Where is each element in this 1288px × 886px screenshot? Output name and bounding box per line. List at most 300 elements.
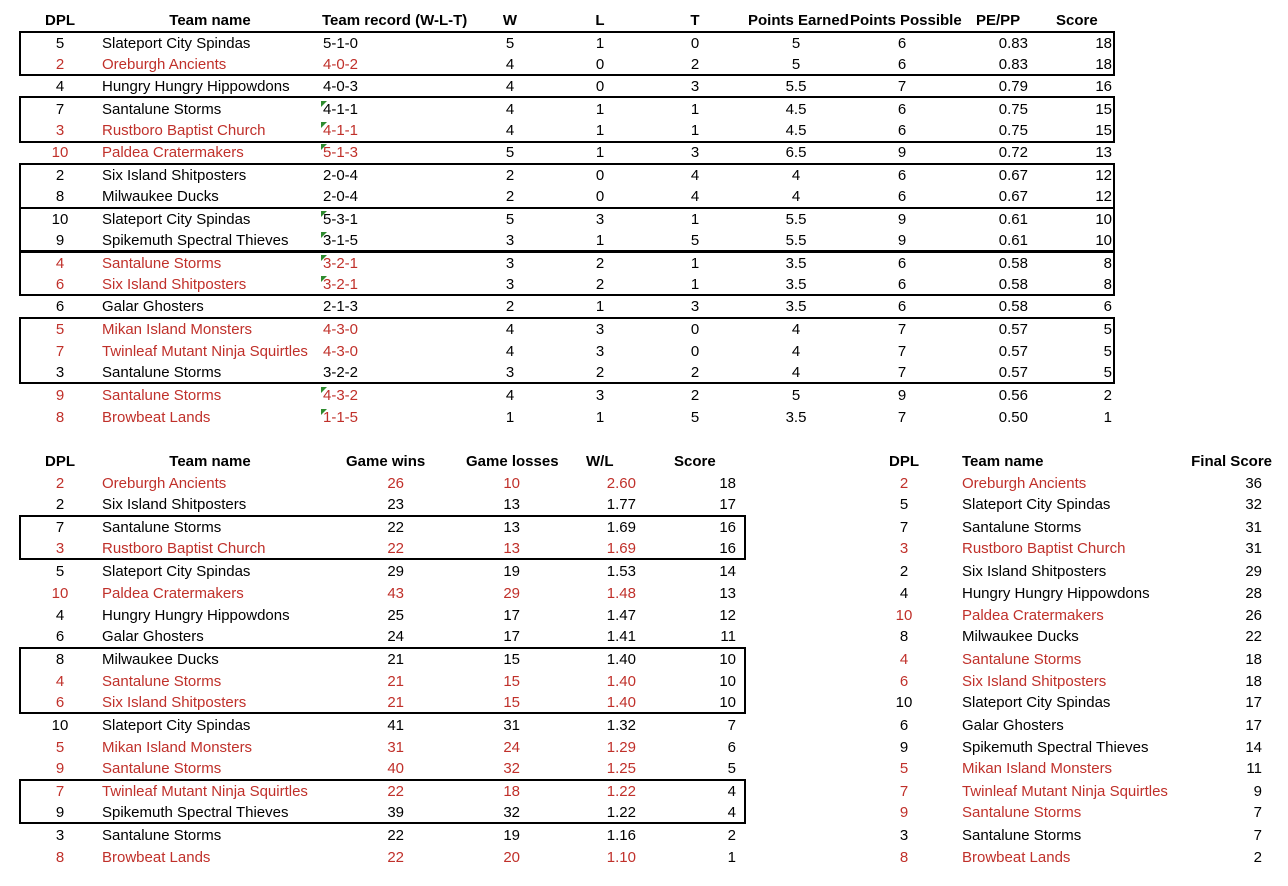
games-cell-team: Santalune Storms <box>102 760 222 777</box>
final-row <box>0 715 1288 737</box>
record-cell-l: 3 <box>595 321 605 338</box>
record-cell-l: 1 <box>595 122 605 139</box>
games-cell-dpl: 9 <box>55 760 65 777</box>
record-cell-dpl: 3 <box>55 364 65 381</box>
record-cell-team: Mikan Island Monsters <box>102 321 253 338</box>
record-header-pe-pp: PE/PP <box>976 12 1021 29</box>
record-cell-dpl: 6 <box>55 276 65 293</box>
final-row <box>0 649 1288 671</box>
record-header-dpl: DPL <box>45 12 75 29</box>
record-cell-points-possible: 9 <box>897 211 907 228</box>
record-cell-t: 2 <box>690 56 700 73</box>
record-cell-points-possible: 9 <box>897 232 907 249</box>
final-row <box>0 671 1288 693</box>
record-cell-t: 0 <box>690 35 700 52</box>
record-cell-points-possible: 6 <box>897 101 907 118</box>
games-cell-team: Rustboro Baptist Church <box>102 540 266 557</box>
record-cell-l: 3 <box>595 343 605 360</box>
games-cell-game-wins: 25 <box>387 607 404 624</box>
games-cell-game-wins: 21 <box>387 673 404 690</box>
final-cell-dpl: 7 <box>899 783 909 800</box>
record-cell-points-possible: 6 <box>897 255 907 272</box>
games-cell-score: 18 <box>719 475 736 492</box>
final-cell-final-score: 28 <box>1245 585 1262 602</box>
record-cell-points-earned: 4.5 <box>785 122 807 139</box>
games-cell-dpl: 3 <box>55 827 65 844</box>
record-cell-w: 5 <box>505 211 515 228</box>
record-cell-pe-pp: 0.57 <box>998 364 1028 381</box>
record-cell-team: Twinleaf Mutant Ninja Squirtles <box>102 343 308 360</box>
record-cell-score: 12 <box>1095 188 1112 205</box>
record-cell-t: 5 <box>690 409 700 426</box>
record-cell-points-earned: 3.5 <box>785 255 807 272</box>
record-cell-record: 4-1-1 <box>323 101 359 118</box>
record-cell-w: 2 <box>505 298 515 315</box>
games-cell-game-losses: 29 <box>503 585 520 602</box>
record-cell-team: Santalune Storms <box>102 364 222 381</box>
games-cell-game-losses: 32 <box>503 760 520 777</box>
record-cell-score: 8 <box>1103 255 1112 272</box>
record-cell-score: 5 <box>1103 364 1112 381</box>
games-cell-team: Oreburgh Ancients <box>102 475 227 492</box>
record-cell-dpl: 8 <box>55 188 65 205</box>
final-cell-final-score: 31 <box>1245 519 1262 536</box>
record-cell-points-earned: 5 <box>791 35 801 52</box>
games-cell-game-losses: 17 <box>503 607 520 624</box>
record-cell-pe-pp: 0.57 <box>998 343 1028 360</box>
games-cell-score: 11 <box>720 628 736 645</box>
games-cell-game-losses: 13 <box>503 540 520 557</box>
games-header-game-losses: Game losses <box>466 453 559 470</box>
record-cell-score: 18 <box>1095 56 1112 73</box>
record-cell-record: 2-1-3 <box>323 298 359 315</box>
tie-group-box <box>19 317 1115 384</box>
comment-marker-icon[interactable] <box>321 409 327 415</box>
final-header-final-score: Final Score <box>1191 453 1272 470</box>
final-cell-team: Rustboro Baptist Church <box>962 540 1126 557</box>
games-cell-dpl: 4 <box>55 673 65 690</box>
final-row <box>0 802 1288 824</box>
final-cell-final-score: 26 <box>1245 607 1262 624</box>
record-cell-score: 8 <box>1103 276 1112 293</box>
record-cell-t: 2 <box>690 364 700 381</box>
games-cell-win-loss: 1.40 <box>606 673 636 690</box>
record-cell-score: 18 <box>1095 35 1112 52</box>
games-cell-game-losses: 19 <box>503 563 520 580</box>
record-cell-w: 3 <box>505 364 515 381</box>
games-cell-team: Galar Ghosters <box>102 628 204 645</box>
final-row <box>0 583 1288 605</box>
record-cell-w: 4 <box>505 321 515 338</box>
games-cell-win-loss: 1.32 <box>606 717 636 734</box>
record-cell-score: 5 <box>1103 343 1112 360</box>
record-cell-points-earned: 4 <box>791 364 801 381</box>
final-cell-team: Milwaukee Ducks <box>962 628 1079 645</box>
record-cell-points-earned: 4 <box>791 321 801 338</box>
record-cell-points-earned: 5 <box>791 56 801 73</box>
final-cell-final-score: 9 <box>1253 783 1262 800</box>
final-cell-dpl: 5 <box>899 760 909 777</box>
record-cell-team: Santalune Storms <box>102 255 222 272</box>
record-header-team: Team name <box>169 12 251 29</box>
final-cell-dpl: 3 <box>899 827 909 844</box>
final-cell-team: Spikemuth Spectral Thieves <box>962 739 1149 756</box>
final-cell-team: Santalune Storms <box>962 651 1082 668</box>
games-cell-dpl: 5 <box>55 739 65 756</box>
games-cell-dpl: 8 <box>55 651 65 668</box>
games-cell-win-loss: 1.22 <box>606 804 636 821</box>
record-cell-points-possible: 7 <box>897 364 907 381</box>
record-cell-record: 4-3-2 <box>323 387 359 404</box>
record-cell-record: 5-3-1 <box>323 211 359 228</box>
final-cell-final-score: 18 <box>1245 673 1262 690</box>
final-cell-final-score: 14 <box>1245 739 1262 756</box>
games-cell-score: 13 <box>719 585 736 602</box>
games-cell-dpl: 4 <box>55 607 65 624</box>
games-cell-team: Six Island Shitposters <box>102 496 247 513</box>
games-cell-game-losses: 15 <box>503 694 520 711</box>
record-cell-pe-pp: 0.83 <box>998 35 1028 52</box>
games-cell-score: 16 <box>719 540 736 557</box>
games-cell-win-loss: 1.16 <box>606 827 636 844</box>
record-cell-w: 4 <box>505 387 515 404</box>
final-cell-team: Slateport City Spindas <box>962 496 1111 513</box>
record-cell-team: Six Island Shitposters <box>102 167 247 184</box>
record-header-score: Score <box>1056 12 1098 29</box>
final-cell-team: Hungry Hungry Hippowdons <box>962 585 1150 602</box>
games-cell-score: 7 <box>727 717 736 734</box>
record-cell-dpl: 6 <box>55 298 65 315</box>
record-cell-w: 4 <box>505 56 515 73</box>
record-cell-pe-pp: 0.58 <box>998 276 1028 293</box>
record-cell-l: 0 <box>595 167 605 184</box>
final-row <box>0 692 1288 714</box>
games-cell-team: Santalune Storms <box>102 673 222 690</box>
record-cell-record: 5-1-3 <box>323 144 359 161</box>
games-cell-score: 14 <box>719 563 736 580</box>
record-cell-dpl: 10 <box>51 211 69 228</box>
record-cell-pe-pp: 0.56 <box>998 387 1028 404</box>
record-header-row <box>0 10 1288 32</box>
games-cell-dpl: 8 <box>55 849 65 866</box>
record-cell-points-possible: 6 <box>897 298 907 315</box>
record-cell-l: 1 <box>595 409 605 426</box>
record-cell-t: 1 <box>690 211 700 228</box>
record-cell-score: 15 <box>1095 122 1112 139</box>
record-cell-t: 3 <box>690 298 700 315</box>
games-cell-dpl: 7 <box>55 783 65 800</box>
final-cell-team: Paldea Cratermakers <box>962 607 1104 624</box>
record-cell-points-earned: 3.5 <box>785 276 807 293</box>
games-cell-team: Browbeat Lands <box>102 849 211 866</box>
record-cell-pe-pp: 0.57 <box>998 321 1028 338</box>
final-cell-team: Twinleaf Mutant Ninja Squirtles <box>962 783 1168 800</box>
record-cell-pe-pp: 0.75 <box>998 101 1028 118</box>
games-cell-score: 16 <box>719 519 736 536</box>
tie-group-box <box>19 31 1115 76</box>
record-cell-record: 3-2-1 <box>323 255 359 272</box>
comment-marker-icon[interactable] <box>321 387 327 393</box>
final-cell-team: Galar Ghosters <box>962 717 1064 734</box>
record-cell-points-earned: 5.5 <box>785 232 807 249</box>
record-cell-points-possible: 6 <box>897 276 907 293</box>
final-row <box>0 473 1288 495</box>
final-cell-team: Six Island Shitposters <box>962 563 1107 580</box>
record-cell-team: Browbeat Lands <box>102 409 211 426</box>
final-cell-final-score: 17 <box>1245 694 1262 711</box>
tie-group-box <box>19 96 1115 143</box>
record-cell-w: 4 <box>505 78 515 95</box>
record-cell-t: 1 <box>690 122 700 139</box>
record-header-points-possible: Points Possible <box>850 12 962 29</box>
final-header-dpl: DPL <box>889 453 919 470</box>
record-cell-points-earned: 3.5 <box>785 409 807 426</box>
final-cell-dpl: 7 <box>899 519 909 536</box>
record-cell-dpl: 9 <box>55 387 65 404</box>
record-cell-points-earned: 3.5 <box>785 298 807 315</box>
record-cell-l: 1 <box>595 232 605 249</box>
record-cell-dpl: 7 <box>55 101 65 118</box>
final-cell-final-score: 31 <box>1245 540 1262 557</box>
record-cell-record: 4-0-2 <box>323 56 359 73</box>
record-cell-l: 1 <box>595 144 605 161</box>
games-header-dpl: DPL <box>45 453 75 470</box>
record-cell-team: Slateport City Spindas <box>102 211 251 228</box>
record-row <box>0 407 1288 429</box>
record-cell-points-possible: 7 <box>897 78 907 95</box>
record-cell-team: Paldea Cratermakers <box>102 144 244 161</box>
record-cell-w: 3 <box>505 255 515 272</box>
record-cell-t: 0 <box>690 321 700 338</box>
record-cell-dpl: 5 <box>55 321 65 338</box>
record-cell-record: 5-1-0 <box>323 35 359 52</box>
record-cell-score: 6 <box>1103 298 1112 315</box>
games-cell-game-wins: 22 <box>387 783 404 800</box>
record-cell-t: 1 <box>690 101 700 118</box>
games-cell-win-loss: 1.53 <box>606 563 636 580</box>
record-header-record: Team record (W-L-T) <box>322 12 468 29</box>
games-cell-game-losses: 19 <box>503 827 520 844</box>
games-cell-win-loss: 1.69 <box>606 540 636 557</box>
record-cell-score: 12 <box>1095 167 1112 184</box>
record-cell-t: 4 <box>690 167 700 184</box>
final-cell-team: Mikan Island Monsters <box>962 760 1113 777</box>
final-cell-dpl: 3 <box>899 540 909 557</box>
record-cell-w: 3 <box>505 232 515 249</box>
record-cell-points-possible: 7 <box>897 343 907 360</box>
final-cell-team: Santalune Storms <box>962 827 1082 844</box>
record-cell-t: 3 <box>690 78 700 95</box>
record-cell-l: 3 <box>595 387 605 404</box>
games-cell-dpl: 7 <box>55 519 65 536</box>
final-cell-team: Santalune Storms <box>962 804 1082 821</box>
record-cell-points-possible: 6 <box>897 122 907 139</box>
final-cell-dpl: 4 <box>899 651 909 668</box>
record-cell-team: Oreburgh Ancients <box>102 56 227 73</box>
record-cell-team: Santalune Storms <box>102 387 222 404</box>
games-cell-game-wins: 43 <box>387 585 404 602</box>
record-row <box>0 142 1288 164</box>
games-cell-team: Santalune Storms <box>102 827 222 844</box>
final-cell-dpl: 6 <box>899 717 909 734</box>
games-cell-team: Milwaukee Ducks <box>102 651 219 668</box>
games-cell-score: 10 <box>719 651 736 668</box>
record-cell-pe-pp: 0.72 <box>998 144 1028 161</box>
record-cell-team: Rustboro Baptist Church <box>102 122 266 139</box>
record-cell-points-earned: 6.5 <box>785 144 807 161</box>
games-cell-win-loss: 1.22 <box>606 783 636 800</box>
final-row <box>0 758 1288 780</box>
games-cell-game-losses: 13 <box>503 496 520 513</box>
record-cell-dpl: 10 <box>51 144 69 161</box>
final-cell-team: Santalune Storms <box>962 519 1082 536</box>
record-cell-l: 0 <box>595 188 605 205</box>
record-cell-team: Milwaukee Ducks <box>102 188 219 205</box>
record-cell-w: 4 <box>505 122 515 139</box>
games-cell-dpl: 10 <box>51 585 69 602</box>
games-cell-game-losses: 13 <box>503 519 520 536</box>
final-cell-dpl: 8 <box>899 628 909 645</box>
comment-marker-icon[interactable] <box>321 144 327 150</box>
games-cell-dpl: 2 <box>55 496 65 513</box>
record-cell-score: 1 <box>1103 409 1112 426</box>
record-row <box>0 76 1288 98</box>
record-header-points-earned: Points Earned <box>748 12 849 29</box>
final-cell-final-score: 11 <box>1246 760 1262 777</box>
record-header-t: T <box>690 12 700 29</box>
record-cell-points-possible: 6 <box>897 167 907 184</box>
games-cell-team: Santalune Storms <box>102 519 222 536</box>
record-cell-points-possible: 6 <box>897 188 907 205</box>
record-cell-record: 2-0-4 <box>323 188 359 205</box>
games-cell-dpl: 3 <box>55 540 65 557</box>
record-cell-record: 3-2-2 <box>323 364 359 381</box>
games-header-game-wins: Game wins <box>346 453 426 470</box>
record-row <box>0 385 1288 407</box>
final-cell-final-score: 7 <box>1253 804 1262 821</box>
record-cell-dpl: 4 <box>55 255 65 272</box>
record-cell-team: Santalune Storms <box>102 101 222 118</box>
final-cell-final-score: 22 <box>1245 628 1262 645</box>
final-cell-dpl: 4 <box>899 585 909 602</box>
record-cell-w: 4 <box>505 101 515 118</box>
games-cell-game-losses: 10 <box>503 475 520 492</box>
record-cell-points-possible: 9 <box>897 387 907 404</box>
games-cell-dpl: 5 <box>55 563 65 580</box>
record-cell-l: 1 <box>595 35 605 52</box>
record-cell-team: Galar Ghosters <box>102 298 204 315</box>
games-cell-game-wins: 22 <box>387 827 404 844</box>
record-cell-record: 4-0-3 <box>323 78 359 95</box>
games-cell-win-loss: 2.60 <box>606 475 636 492</box>
record-cell-w: 5 <box>505 35 515 52</box>
record-row <box>0 296 1288 318</box>
record-cell-w: 2 <box>505 188 515 205</box>
games-cell-win-loss: 1.40 <box>606 651 636 668</box>
record-cell-points-possible: 7 <box>897 409 907 426</box>
games-cell-score: 2 <box>727 827 736 844</box>
record-cell-team: Six Island Shitposters <box>102 276 247 293</box>
final-cell-dpl: 6 <box>899 673 909 690</box>
record-cell-points-earned: 5.5 <box>785 211 807 228</box>
games-cell-game-wins: 39 <box>387 804 404 821</box>
record-cell-pe-pp: 0.58 <box>998 298 1028 315</box>
record-cell-record: 4-3-0 <box>323 343 359 360</box>
games-cell-score: 1 <box>727 849 736 866</box>
games-cell-team: Hungry Hungry Hippowdons <box>102 607 290 624</box>
record-cell-record: 3-2-1 <box>323 276 359 293</box>
games-cell-team: Mikan Island Monsters <box>102 739 253 756</box>
record-cell-pe-pp: 0.61 <box>998 211 1028 228</box>
games-header-win-loss: W/L <box>586 453 614 470</box>
games-cell-game-losses: 24 <box>503 739 520 756</box>
record-cell-l: 3 <box>595 211 605 228</box>
games-cell-dpl: 10 <box>51 717 69 734</box>
final-row <box>0 538 1288 560</box>
games-cell-team: Slateport City Spindas <box>102 563 251 580</box>
record-cell-dpl: 2 <box>55 167 65 184</box>
record-cell-l: 1 <box>595 298 605 315</box>
final-row <box>0 517 1288 539</box>
games-cell-game-wins: 29 <box>387 563 404 580</box>
record-cell-t: 5 <box>690 232 700 249</box>
tie-group-box <box>19 207 1115 252</box>
games-cell-game-wins: 26 <box>387 475 404 492</box>
final-cell-final-score: 18 <box>1245 651 1262 668</box>
final-cell-dpl: 8 <box>899 849 909 866</box>
record-cell-t: 3 <box>690 144 700 161</box>
record-cell-points-possible: 6 <box>897 35 907 52</box>
record-cell-w: 3 <box>505 276 515 293</box>
final-row <box>0 561 1288 583</box>
games-cell-game-wins: 41 <box>387 717 404 734</box>
record-cell-l: 2 <box>595 364 605 381</box>
record-cell-t: 1 <box>690 255 700 272</box>
record-cell-dpl: 8 <box>55 409 65 426</box>
final-cell-team: Slateport City Spindas <box>962 694 1111 711</box>
tie-group-box <box>19 251 1115 296</box>
record-cell-t: 2 <box>690 387 700 404</box>
record-cell-record: 4-1-1 <box>323 122 359 139</box>
final-row <box>0 825 1288 847</box>
record-cell-points-earned: 4 <box>791 343 801 360</box>
record-cell-pe-pp: 0.67 <box>998 188 1028 205</box>
final-row <box>0 605 1288 627</box>
record-cell-t: 4 <box>690 188 700 205</box>
record-cell-dpl: 5 <box>55 35 65 52</box>
record-cell-score: 2 <box>1103 387 1112 404</box>
record-cell-pe-pp: 0.67 <box>998 167 1028 184</box>
record-cell-l: 0 <box>595 56 605 73</box>
games-cell-win-loss: 1.69 <box>606 519 636 536</box>
games-cell-dpl: 6 <box>55 628 65 645</box>
final-row <box>0 626 1288 648</box>
games-cell-team: Paldea Cratermakers <box>102 585 244 602</box>
final-cell-team: Six Island Shitposters <box>962 673 1107 690</box>
games-cell-win-loss: 1.25 <box>606 760 636 777</box>
games-cell-score: 17 <box>719 496 736 513</box>
record-header-w: W <box>502 12 518 29</box>
games-header-team: Team name <box>169 453 251 470</box>
games-cell-win-loss: 1.29 <box>606 739 636 756</box>
games-cell-game-wins: 23 <box>387 496 404 513</box>
record-cell-score: 15 <box>1095 101 1112 118</box>
games-cell-team: Slateport City Spindas <box>102 717 251 734</box>
games-cell-score: 5 <box>727 760 736 777</box>
record-cell-points-possible: 6 <box>897 56 907 73</box>
record-cell-t: 0 <box>690 343 700 360</box>
games-cell-win-loss: 1.10 <box>606 849 636 866</box>
